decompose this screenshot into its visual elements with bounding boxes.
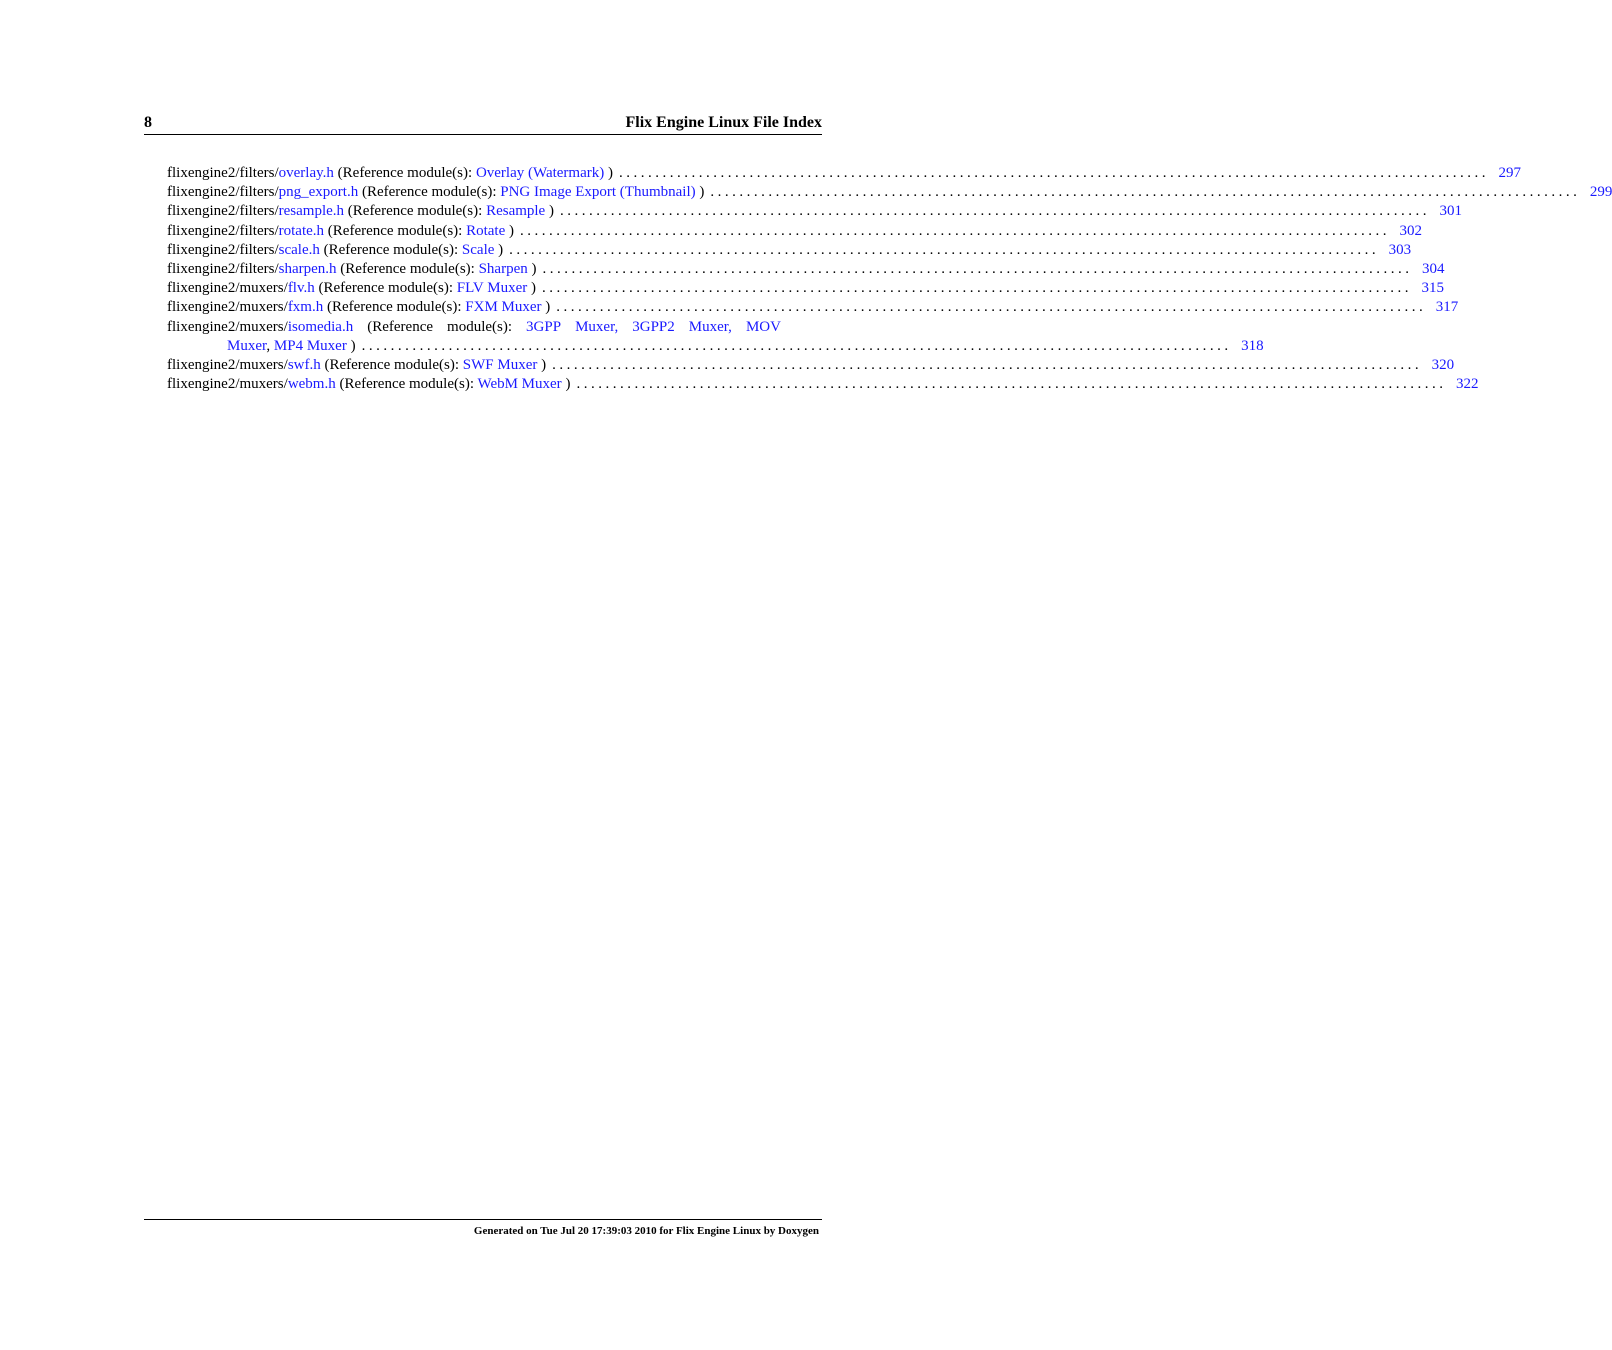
leader-dots: ........................................................................................................................ xyxy=(552,357,1423,374)
index-entry-sharpen: flixengine2/filters/sharpen.h (Reference module(s): Sharpen ) ........................................................................................................................ 304 xyxy=(167,260,822,279)
module-link-png-image-export[interactable]: PNG Image Export (Thumbnail) xyxy=(500,184,696,201)
file-link-png-export[interactable]: png_export.h xyxy=(278,184,359,201)
file-link-flv[interactable]: flv.h xyxy=(287,280,315,297)
index-entry-png-export: flixengine2/filters/png_export.h (Reference module(s): PNG Image Export (Thumbnail) ) ........................................................................................................................ 299 xyxy=(167,183,822,202)
index-entry-overlay: flixengine2/filters/overlay.h (Reference module(s): Overlay (Watermark) ) ........................................................................................................................ 297 xyxy=(167,164,822,183)
page-link-315[interactable]: 315 xyxy=(1421,280,1444,297)
module-link-resample[interactable]: Resample xyxy=(486,203,546,220)
page-number: 8 xyxy=(144,114,152,131)
file-link-isomedia[interactable]: isomedia.h xyxy=(287,318,354,335)
page-link-320[interactable]: 320 xyxy=(1431,357,1455,374)
leader-dots: ........................................................................................................................ xyxy=(710,184,1581,201)
page-link-317[interactable]: 317 xyxy=(1435,299,1459,316)
file-index-list xyxy=(167,164,1612,394)
leader-dots: ........................................................................................................................ xyxy=(541,280,1412,297)
page-link-303[interactable]: 303 xyxy=(1388,241,1412,258)
module-link-webm-muxer[interactable]: WebM Muxer xyxy=(477,376,562,393)
page-link-304[interactable]: 304 xyxy=(1421,261,1445,278)
module-link-mov-part1[interactable]: MOV xyxy=(745,318,781,335)
module-link-overlay-watermark[interactable]: Overlay (Watermark) xyxy=(475,165,605,181)
page-title: Flix Engine Linux File Index xyxy=(625,114,822,131)
module-link-flv-muxer[interactable]: FLV Muxer xyxy=(456,280,528,297)
leader-dots: ........................................................................................................................ xyxy=(509,241,1380,258)
index-entry-flv: flixengine2/muxers/flv.h (Reference module(s): FLV Muxer ) ........................................................................................................................ 315 xyxy=(167,279,822,298)
module-link-3gpp-part2[interactable]: Muxer, xyxy=(575,318,619,335)
leader-dots: ........................................................................................................................ xyxy=(519,222,1390,239)
page-header xyxy=(144,112,822,135)
module-link-fxm-muxer[interactable]: FXM Muxer xyxy=(465,299,542,316)
file-link-resample[interactable]: resample.h xyxy=(278,203,345,220)
footer-text: Generated on Tue Jul 20 17:39:03 2010 for Flix Engine Linux by Doxygen xyxy=(473,1225,819,1237)
index-entry-swf: flixengine2/muxers/swf.h (Reference module(s): SWF Muxer ) ........................................................................................................................ 320 xyxy=(167,356,822,375)
page-link-301[interactable]: 301 xyxy=(1439,203,1462,220)
index-entry-resample: flixengine2/filters/resample.h (Reference module(s): Resample ) ........................................................................................................................ 301 xyxy=(167,202,822,221)
module-link-3gpp2-part2[interactable]: Muxer, xyxy=(688,318,732,335)
file-link-scale[interactable]: scale.h xyxy=(278,241,320,258)
index-entry-webm: flixengine2/muxers/webm.h (Reference module(s): WebM Muxer ) ........................................................................................................................ 322 xyxy=(167,375,822,394)
leader-dots: ........................................................................................................................ xyxy=(542,261,1413,278)
module-link-3gpp2-part1[interactable]: 3GPP2 xyxy=(632,318,675,335)
index-entry-rotate: flixengine2/filters/rotate.h (Reference module(s): Rotate ) ........................................................................................................................ 302 xyxy=(167,222,822,241)
page-link-297[interactable]: 297 xyxy=(1498,165,1521,181)
module-link-mp4-muxer[interactable]: MP4 Muxer xyxy=(273,337,347,354)
file-link-sharpen[interactable]: sharpen.h xyxy=(278,261,337,278)
page-link-302[interactable]: 302 xyxy=(1399,222,1422,239)
page-link-318[interactable]: 318 xyxy=(1241,337,1264,354)
module-link-mov-part2[interactable]: Muxer xyxy=(227,337,267,354)
file-link-rotate[interactable]: rotate.h xyxy=(278,222,325,239)
leader-dots: ........................................................................................................................ xyxy=(559,203,1430,220)
file-link-overlay[interactable]: overlay.h xyxy=(278,165,334,181)
index-entry-fxm: flixengine2/muxers/fxm.h (Reference module(s): FXM Muxer ) ........................................................................................................................ 317 xyxy=(167,298,822,317)
module-link-sharpen[interactable]: Sharpen xyxy=(478,261,528,278)
module-link-swf-muxer[interactable]: SWF Muxer xyxy=(462,357,538,374)
module-link-rotate[interactable]: Rotate xyxy=(466,222,506,239)
file-link-swf[interactable]: swf.h xyxy=(287,357,321,374)
module-link-3gpp-part1[interactable]: 3GPP xyxy=(526,318,562,335)
leader-dots: ........................................................................................................................ xyxy=(361,337,1232,354)
leader-dots: ........................................................................................................................ xyxy=(576,376,1447,393)
file-link-webm[interactable]: webm.h xyxy=(287,376,336,393)
module-link-scale[interactable]: Scale xyxy=(461,241,495,258)
page-link-299[interactable]: 299 xyxy=(1589,184,1612,201)
file-link-fxm[interactable]: fxm.h xyxy=(287,299,324,316)
index-entry-scale: flixengine2/filters/scale.h (Reference module(s): Scale ) ........................................................................................................................ 303 xyxy=(167,241,822,260)
leader-dots: ........................................................................................................................ xyxy=(619,165,1489,181)
page-link-322[interactable]: 322 xyxy=(1455,376,1479,393)
index-entry-isomedia: flixengine2/muxers/isomedia.h (Reference module(s): 3GPP Muxer, 3GPP2 Muxer, MOV Muxer, MP4 Muxer ) ........................................................................................................................ 318 xyxy=(167,318,822,356)
page-footer xyxy=(144,1219,822,1237)
leader-dots: ........................................................................................................................ xyxy=(556,299,1427,316)
